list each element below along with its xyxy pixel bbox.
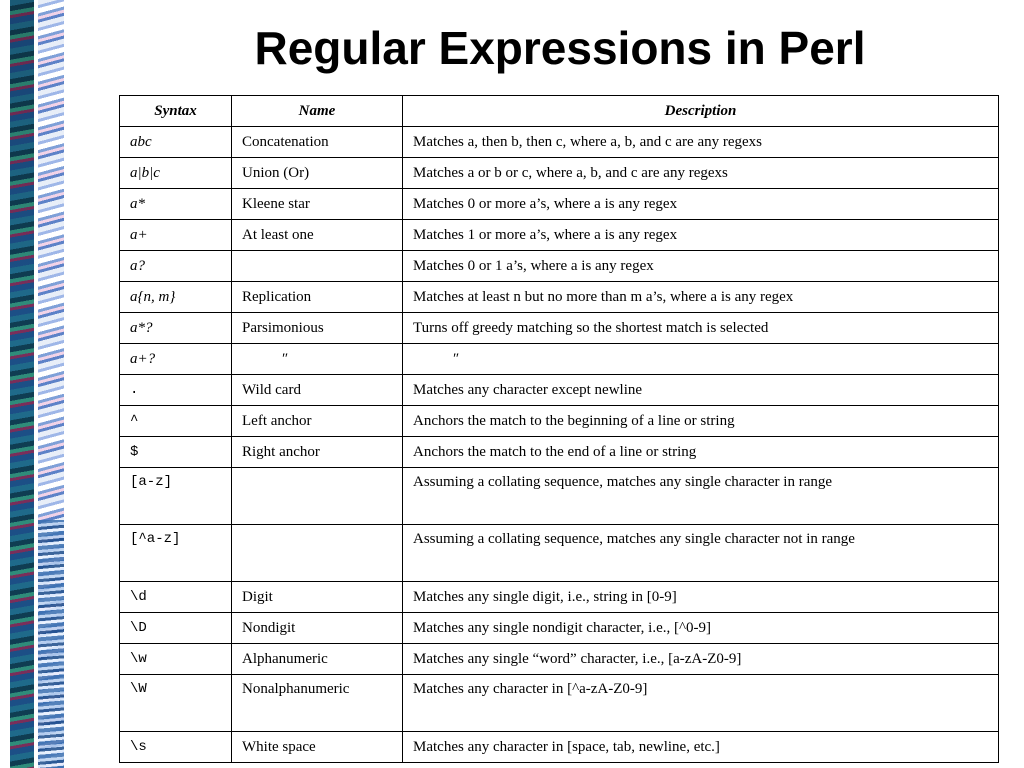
syntax-cell: [^a-z] bbox=[120, 525, 232, 582]
name-cell bbox=[232, 251, 403, 282]
name-cell: Kleene star bbox=[232, 189, 403, 220]
description-cell: Matches at least n but no more than m a’s, where a is any regex bbox=[403, 282, 999, 313]
syntax-cell: \d bbox=[120, 582, 232, 613]
syntax-cell: \D bbox=[120, 613, 232, 644]
syntax-cell: a* bbox=[120, 189, 232, 220]
page-title: Regular Expressions in Perl bbox=[254, 22, 866, 74]
header-description: Description bbox=[403, 96, 999, 127]
name-cell: Nonalphanumeric bbox=[232, 675, 403, 732]
table-row bbox=[120, 220, 999, 251]
ditto-mark: ″ bbox=[453, 350, 460, 367]
description-cell: Matches 0 or 1 a’s, where a is any regex bbox=[403, 251, 999, 282]
description-cell: Matches any single digit, i.e., string in [0-9] bbox=[403, 582, 999, 613]
syntax-cell: a? bbox=[120, 251, 232, 282]
table-row bbox=[120, 406, 999, 437]
name-cell bbox=[232, 468, 403, 525]
table-row bbox=[120, 468, 999, 525]
description-cell: Anchors the match to the beginning of a line or string bbox=[403, 406, 999, 437]
table-row bbox=[120, 127, 999, 158]
table-row bbox=[120, 644, 999, 675]
description-cell: Assuming a collating sequence, matches any single character in range bbox=[403, 468, 999, 525]
table-row bbox=[120, 732, 999, 763]
syntax-cell: \s bbox=[120, 732, 232, 763]
name-cell: Replication bbox=[232, 282, 403, 313]
syntax-cell: . bbox=[120, 375, 232, 406]
description-cell: Matches any single nondigit character, i.e., [^0-9] bbox=[403, 613, 999, 644]
name-cell: Parsimonious bbox=[232, 313, 403, 344]
description-cell: Matches any single “word” character, i.e., [a-zA-Z0-9] bbox=[403, 644, 999, 675]
decorative-strip-right bbox=[38, 0, 64, 768]
name-cell: Left anchor bbox=[232, 406, 403, 437]
table-row bbox=[120, 375, 999, 406]
syntax-cell: \W bbox=[120, 675, 232, 732]
table-row bbox=[120, 251, 999, 282]
table-row bbox=[120, 582, 999, 613]
table-row bbox=[120, 282, 999, 313]
name-cell: Concatenation bbox=[232, 127, 403, 158]
name-cell bbox=[232, 344, 403, 375]
name-cell: Alphanumeric bbox=[232, 644, 403, 675]
description-cell: Matches 0 or more a’s, where a is any regex bbox=[403, 189, 999, 220]
ditto-mark: ″ bbox=[282, 350, 289, 367]
syntax-cell: a*? bbox=[120, 313, 232, 344]
syntax-cell: a|b|c bbox=[120, 158, 232, 189]
syntax-cell: ^ bbox=[120, 406, 232, 437]
syntax-cell: $ bbox=[120, 437, 232, 468]
table-row bbox=[120, 675, 999, 732]
table-row bbox=[120, 437, 999, 468]
table-row bbox=[120, 313, 999, 344]
name-cell: White space bbox=[232, 732, 403, 763]
name-cell: At least one bbox=[232, 220, 403, 251]
name-cell: Right anchor bbox=[232, 437, 403, 468]
description-cell: Assuming a collating sequence, matches any single character not in range bbox=[403, 525, 999, 582]
table-row bbox=[120, 525, 999, 582]
header-syntax: Syntax bbox=[120, 96, 232, 127]
name-cell: Wild card bbox=[232, 375, 403, 406]
table-header-row bbox=[120, 96, 999, 127]
description-cell: Matches any character except newline bbox=[403, 375, 999, 406]
description-cell: Matches any character in [space, tab, newline, etc.] bbox=[403, 732, 999, 763]
syntax-cell: \w bbox=[120, 644, 232, 675]
syntax-cell: a+? bbox=[120, 344, 232, 375]
description-cell: Matches a, then b, then c, where a, b, and c are any regexs bbox=[403, 127, 999, 158]
table-row bbox=[120, 613, 999, 644]
name-cell bbox=[232, 525, 403, 582]
name-cell: Nondigit bbox=[232, 613, 403, 644]
table-row bbox=[120, 189, 999, 220]
regex-table bbox=[119, 95, 999, 763]
description-cell: Matches any character in [^a-zA-Z0-9] bbox=[403, 675, 999, 732]
syntax-cell: a{n, m} bbox=[120, 282, 232, 313]
description-cell: Matches 1 or more a’s, where a is any regex bbox=[403, 220, 999, 251]
name-cell: Union (Or) bbox=[232, 158, 403, 189]
table-row bbox=[120, 158, 999, 189]
description-cell bbox=[403, 344, 999, 375]
decorative-strip-left bbox=[10, 0, 34, 768]
syntax-cell: [a-z] bbox=[120, 468, 232, 525]
description-cell: Anchors the match to the end of a line or string bbox=[403, 437, 999, 468]
header-name: Name bbox=[232, 96, 403, 127]
syntax-cell: abc bbox=[120, 127, 232, 158]
description-cell: Matches a or b or c, where a, b, and c are any regexs bbox=[403, 158, 999, 189]
syntax-cell: a+ bbox=[120, 220, 232, 251]
description-cell: Turns off greedy matching so the shortest match is selected bbox=[403, 313, 999, 344]
name-cell: Digit bbox=[232, 582, 403, 613]
table-row bbox=[120, 344, 999, 375]
